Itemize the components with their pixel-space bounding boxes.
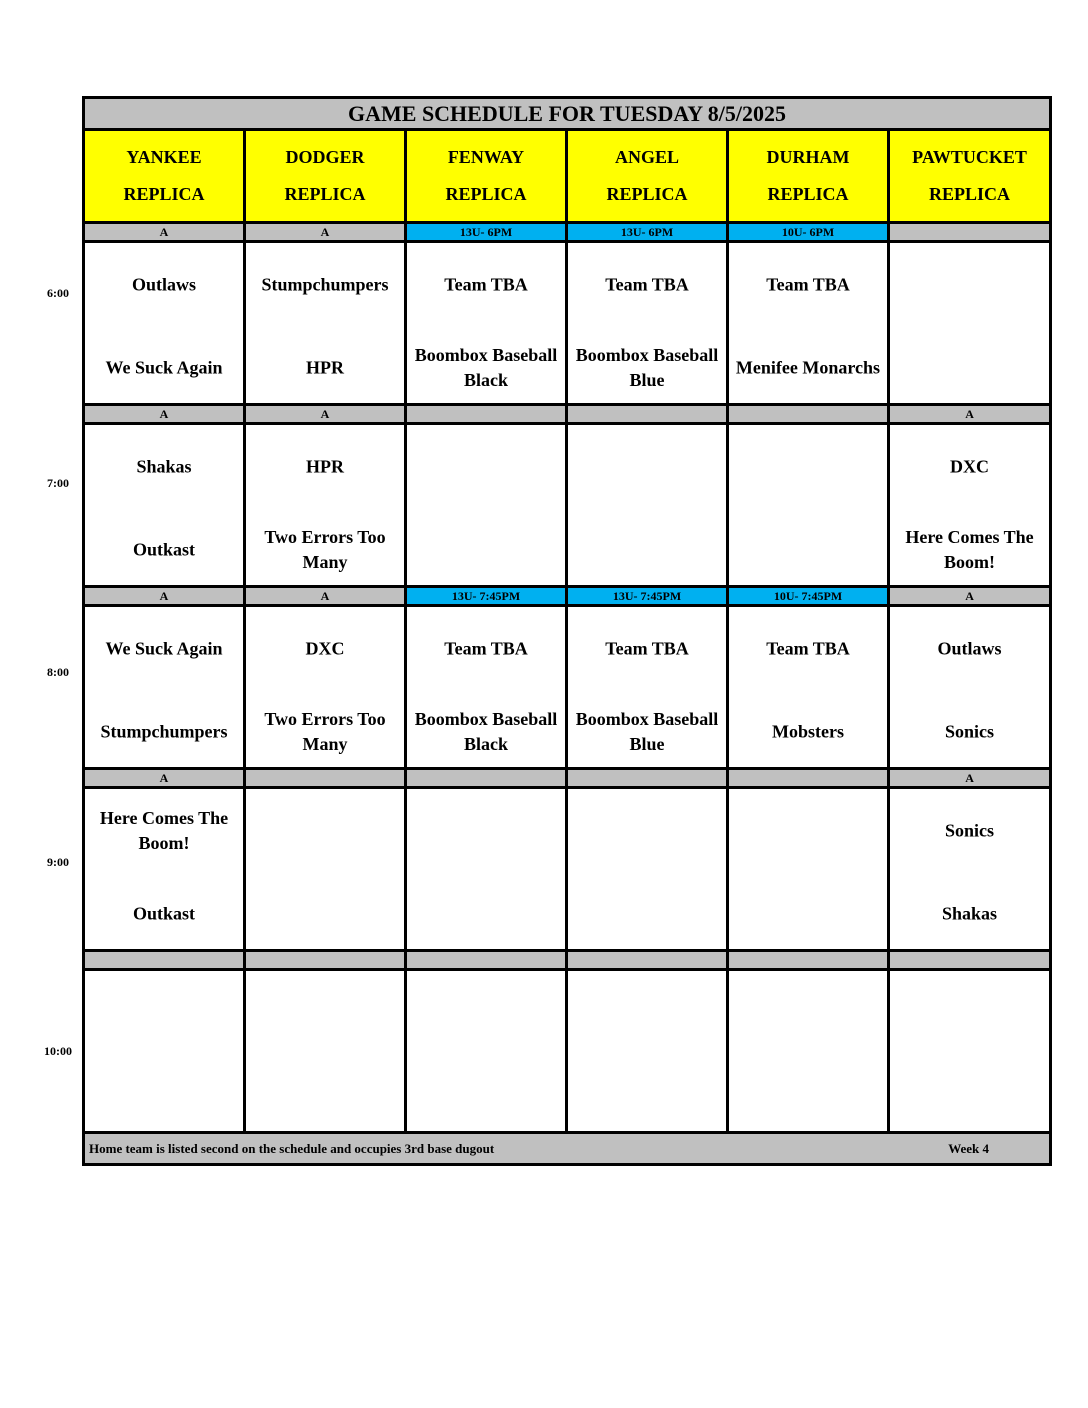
game-cell xyxy=(728,242,889,405)
away-team: Team TBA xyxy=(444,274,528,295)
away-team: Stumpchumpers xyxy=(261,274,389,295)
away-team: We Suck Again xyxy=(105,638,223,659)
field-header xyxy=(567,130,728,223)
division-label: A xyxy=(889,587,1051,606)
division-label: 13U- 6PM xyxy=(567,223,728,242)
away-team: Team TBA xyxy=(605,638,689,659)
field-header xyxy=(728,130,889,223)
division-label: 13U- 7:45PM xyxy=(567,587,728,606)
home-team: Here Comes The Boom! xyxy=(905,527,1034,572)
game-cell xyxy=(728,606,889,769)
field-sub: REPLICA xyxy=(284,184,366,204)
label-row xyxy=(84,223,1051,242)
time-label: 7:00 xyxy=(47,475,69,490)
away-team: DXC xyxy=(305,638,345,659)
game-cell xyxy=(567,424,728,587)
division-label xyxy=(728,405,889,424)
week-label: Week 4 xyxy=(948,1140,990,1156)
field-name: DODGER xyxy=(285,147,365,167)
time-label: 6:00 xyxy=(47,286,69,300)
time-label: 8:00 xyxy=(47,665,69,679)
game-cell xyxy=(889,788,1051,951)
label-row xyxy=(84,405,1051,424)
division-label: A xyxy=(84,587,245,606)
field-sub: REPLICA xyxy=(767,184,849,204)
home-team: Shakas xyxy=(942,903,998,924)
division-label xyxy=(406,405,567,424)
division-label: A xyxy=(84,769,245,788)
game-row xyxy=(84,606,1051,769)
home-team: Outkast xyxy=(132,903,195,924)
away-team: HPR xyxy=(306,456,344,477)
time-label: 9:00 xyxy=(47,854,69,869)
division-label xyxy=(245,951,406,970)
field-header xyxy=(406,130,567,223)
game-cell xyxy=(728,424,889,587)
home-team: Sonics xyxy=(945,721,995,742)
game-cell xyxy=(567,242,728,405)
game-cell xyxy=(889,970,1051,1133)
field-sub: REPLICA xyxy=(445,184,527,204)
home-team: Two Errors Too Many xyxy=(264,527,386,572)
away-team: Team TBA xyxy=(766,638,850,659)
field-name: FENWAY xyxy=(447,147,525,167)
game-cell xyxy=(406,788,567,951)
division-label: A xyxy=(245,223,406,242)
label-row xyxy=(84,587,1051,606)
game-cell xyxy=(84,606,245,769)
division-label: A xyxy=(889,405,1051,424)
home-team: Outkast xyxy=(132,539,195,560)
home-team: Boombox Baseball Blue xyxy=(575,709,719,754)
game-cell xyxy=(406,970,567,1133)
division-label: 13U- 6PM xyxy=(406,223,567,242)
footer-row xyxy=(84,1133,1051,1165)
field-name: ANGEL xyxy=(614,147,679,167)
time-label: 10:00 xyxy=(44,1044,72,1058)
division-label: 13U- 7:45PM xyxy=(406,587,567,606)
away-team: Here Comes The Boom! xyxy=(99,808,229,853)
away-team: Outlaws xyxy=(131,274,196,295)
game-row xyxy=(84,788,1051,951)
home-team: Boombox Baseball Black xyxy=(414,345,558,390)
division-label: 10U- 6PM xyxy=(728,223,889,242)
field-header xyxy=(889,130,1051,223)
game-cell xyxy=(245,242,406,405)
home-team: Menifee Monarchs xyxy=(735,357,881,378)
home-team: HPR xyxy=(306,357,344,378)
division-label: A xyxy=(84,405,245,424)
field-header xyxy=(84,130,245,223)
game-cell xyxy=(245,424,406,587)
footer-note: Home team is listed second on the schedule and occupies 3rd base dugout xyxy=(89,1140,495,1156)
home-team: Boombox Baseball Black xyxy=(414,709,558,754)
division-label: A xyxy=(889,769,1051,788)
title-row xyxy=(84,98,1051,130)
division-label xyxy=(567,951,728,970)
footer-cell xyxy=(84,1133,1051,1165)
division-label xyxy=(889,951,1051,970)
away-team: Shakas xyxy=(136,456,192,477)
game-cell xyxy=(84,970,245,1133)
division-label xyxy=(728,769,889,788)
game-cell xyxy=(245,606,406,769)
field-name: DURHAM xyxy=(766,147,850,167)
home-team: Two Errors Too Many xyxy=(264,709,386,754)
schedule-table xyxy=(82,96,1052,1166)
game-cell xyxy=(245,788,406,951)
game-row xyxy=(84,424,1051,587)
field-name: YANKEE xyxy=(126,147,202,167)
away-team: Team TBA xyxy=(766,274,850,295)
field-sub: REPLICA xyxy=(929,184,1011,204)
game-cell xyxy=(567,788,728,951)
field-header-row xyxy=(84,130,1051,223)
label-row xyxy=(84,951,1051,970)
away-team: DXC xyxy=(950,456,990,477)
away-team: Team TBA xyxy=(444,638,528,659)
game-cell xyxy=(889,424,1051,587)
home-team: We Suck Again xyxy=(105,357,223,378)
game-cell xyxy=(406,606,567,769)
division-label xyxy=(889,223,1051,242)
division-label: A xyxy=(245,587,406,606)
game-cell xyxy=(567,970,728,1133)
label-row xyxy=(84,769,1051,788)
field-sub: REPLICA xyxy=(606,184,688,204)
home-team: Stumpchumpers xyxy=(100,721,228,742)
division-label: A xyxy=(84,223,245,242)
game-cell xyxy=(567,606,728,769)
division-label xyxy=(406,769,567,788)
game-cell xyxy=(728,788,889,951)
schedule-title: GAME SCHEDULE FOR TUESDAY 8/5/2025 xyxy=(84,98,1051,130)
game-cell xyxy=(728,970,889,1133)
division-label: A xyxy=(245,405,406,424)
game-cell xyxy=(889,606,1051,769)
home-team: Mobsters xyxy=(772,721,844,742)
division-label xyxy=(567,405,728,424)
game-cell xyxy=(84,242,245,405)
division-label xyxy=(245,769,406,788)
field-sub: REPLICA xyxy=(123,184,205,204)
away-team: Outlaws xyxy=(937,638,1002,659)
division-label xyxy=(728,951,889,970)
game-cell xyxy=(84,424,245,587)
division-label: 10U- 7:45PM xyxy=(728,587,889,606)
game-cell xyxy=(889,242,1051,405)
division-label xyxy=(406,951,567,970)
game-row xyxy=(84,242,1051,405)
game-row xyxy=(84,970,1051,1133)
division-label xyxy=(84,951,245,970)
game-cell xyxy=(245,970,406,1133)
game-cell xyxy=(84,788,245,951)
away-team: Team TBA xyxy=(605,274,689,295)
field-header xyxy=(245,130,406,223)
game-cell xyxy=(406,424,567,587)
home-team: Boombox Baseball Blue xyxy=(575,345,719,390)
division-label xyxy=(567,769,728,788)
game-cell xyxy=(406,242,567,405)
field-name: PAWTUCKET xyxy=(912,147,1027,167)
away-team: Sonics xyxy=(945,820,995,841)
